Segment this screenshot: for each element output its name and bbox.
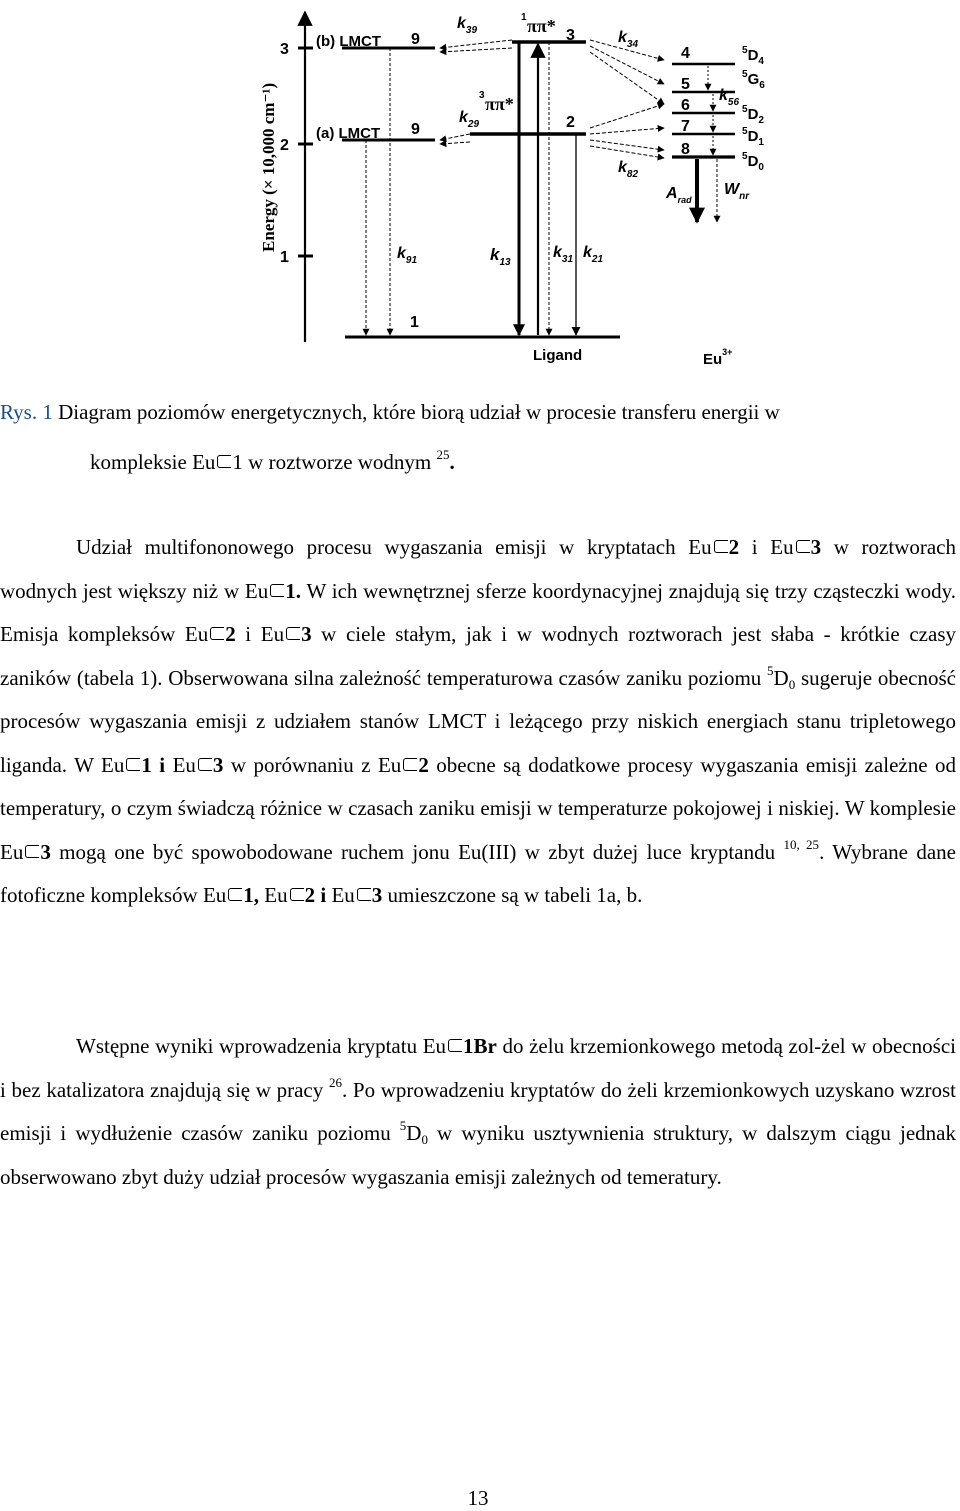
arrow-k29 xyxy=(440,134,470,140)
rate-k82: $k_{82}$ xyxy=(618,159,639,180)
eu-level-label-8: 8 xyxy=(681,141,690,158)
rate-k21: $k_{21}$ xyxy=(583,244,604,265)
rate-k13: $k_{13}$ xyxy=(490,245,511,268)
bracket-icon xyxy=(290,888,304,901)
bracket-icon xyxy=(228,888,242,901)
arrow-k34-3 xyxy=(590,52,664,104)
eu-term-5g6: $^5G_6$ xyxy=(742,69,765,91)
a-rad-label: $A_{rad}$ xyxy=(666,185,692,205)
page-number: 13 xyxy=(467,1486,489,1510)
lmct-a-label: (a) LMCT xyxy=(316,125,381,142)
bracket-icon xyxy=(796,540,810,553)
bracket-icon xyxy=(357,888,371,901)
bracket-icon xyxy=(25,845,39,858)
rate-k56: $k_{56}$ xyxy=(719,87,740,108)
bracket-icon xyxy=(286,627,300,640)
caption-label: Rys. 1 xyxy=(0,400,53,424)
lmct-b-label: (b) LMCT xyxy=(316,33,381,50)
eu-term-5d1: $^5D_1$ xyxy=(742,126,764,148)
rate-k31: $k_{31}$ xyxy=(553,244,574,265)
arrow-k39 xyxy=(440,40,512,48)
caption-line2: kompleksie Eu 1 w roztworze wodnym $^{25}$. xyxy=(90,447,455,474)
bracket-icon xyxy=(270,584,284,597)
eu-term-5d0: $^5D_0$ xyxy=(742,151,764,173)
y-axis-label: Energy (× 10,000 cm⁻¹) xyxy=(259,82,278,252)
singlet-pre: 1 xyxy=(521,12,527,23)
lmct-a-state-9: 9 xyxy=(411,121,420,138)
figure-caption xyxy=(0,387,956,487)
ground-state-1: 1 xyxy=(410,314,419,331)
paragraph-2: Wstępne wyniki wprowadzenia kryptatu Eu 1Br do żelu krzemionkowego metodą zol-żel w obecności i bez katalizatora znajdują się w pracy $^{26}$. Po wprowadzeniu kryptatów do żeli krzemionkowych uzyskano wzrost emisji i wydłużenie czasów zaniku poziomu $^5D_0$ w wyniku usztywnienia struktury, w dalszym ciągu jednak obserwowano zbyt duży udział procesów wygaszania emisji zależnych od temeratury. xyxy=(0,1034,957,1189)
lmct-b-state-9: 9 xyxy=(411,31,420,48)
eu-level-label-6: 6 xyxy=(681,97,690,114)
rate-k39: $k_{39}$ xyxy=(457,15,478,36)
arrow-k29b xyxy=(440,142,470,144)
rate-k29: $k_{29}$ xyxy=(459,109,480,130)
singlet-state-3: 3 xyxy=(566,27,575,44)
arrow-k82-1 xyxy=(590,104,664,128)
bracket-icon xyxy=(448,1039,462,1052)
eu-term-5d4: $^5D_4$ xyxy=(742,45,764,67)
y-tick-label-3: 3 xyxy=(280,41,289,58)
caption-line1: Diagram poziomów energetycznych, które biorą udział w procesie transferu energii w xyxy=(52,400,780,424)
arrow-k82-2 xyxy=(590,128,664,134)
singlet-label: ππ* xyxy=(527,16,556,36)
eu-level-label-5: 5 xyxy=(681,76,690,93)
bracket-icon xyxy=(217,455,231,468)
bracket-icon xyxy=(126,758,140,771)
triplet-pre: 3 xyxy=(479,90,485,101)
w-nr-label: $W_{nr}$ xyxy=(724,181,750,202)
triplet-label: ππ* xyxy=(485,94,514,114)
arrow-k82-4 xyxy=(590,146,664,158)
ligand-label: Ligand xyxy=(533,347,583,364)
y-tick-label-1: 1 xyxy=(280,249,289,266)
bracket-icon xyxy=(210,627,224,640)
energy-level-diagram xyxy=(0,0,960,375)
rate-k34: $k_{34}$ xyxy=(618,29,639,50)
bracket-icon xyxy=(403,758,417,771)
arrow-k82-3 xyxy=(590,140,664,150)
arrow-k39b xyxy=(440,48,512,52)
bracket-icon xyxy=(714,540,728,553)
rate-k91: $k_{91}$ xyxy=(397,245,418,266)
triplet-state-2: 2 xyxy=(566,114,575,131)
y-tick-label-2: 2 xyxy=(280,137,289,154)
bracket-icon xyxy=(198,758,212,771)
eu-level-label-4: 4 xyxy=(681,45,690,62)
eu-level-label-7: 7 xyxy=(681,118,690,135)
paragraph-1: Udział multifononowego procesu wygaszania emisji w kryptatach Eu 2 i Eu 3 w roztworach wodnych jest większy niż w Eu 1. W ich wewnętrznej sferze koordynacyjnej znajdują się trzy cząsteczki wody. Emisja kompleksów Eu 2 i Eu 3 w ciele stałym, jak i w wodnych roztworach jest słaba - krótkie czasy zaników (tabela 1). Obserwowana silna zależność temperaturowa czasów zaniku poziomu $^5D_0$ sugeruje obecność procesów wygaszania emisji z udziałem stanów LMCT i leżącego przy niskich energiach stanu tripletowego liganda. W Eu 1 i Eu 3 w porównaniu z Eu 2 obecne są dodatkowe procesy wygaszania emisji zależne od temperatury, o czym świadczą różnice w czasach zaniku emisji w temperaturze pokojowej i niskiej. W komplesie Eu 3 mogą one być spowobodowane ruchem jonu Eu(III) w zbyt dużej luce kryptandu $^{10, 25}$. Wybrane dane fotoficzne kompleksów Eu 1, Eu 2 i Eu 3 umieszczone są w tabeli 1a, b. xyxy=(0,535,956,907)
eu-label: $Eu^{3+}$ xyxy=(703,347,733,368)
eu-term-5d2: $^5D_2$ xyxy=(742,104,764,126)
